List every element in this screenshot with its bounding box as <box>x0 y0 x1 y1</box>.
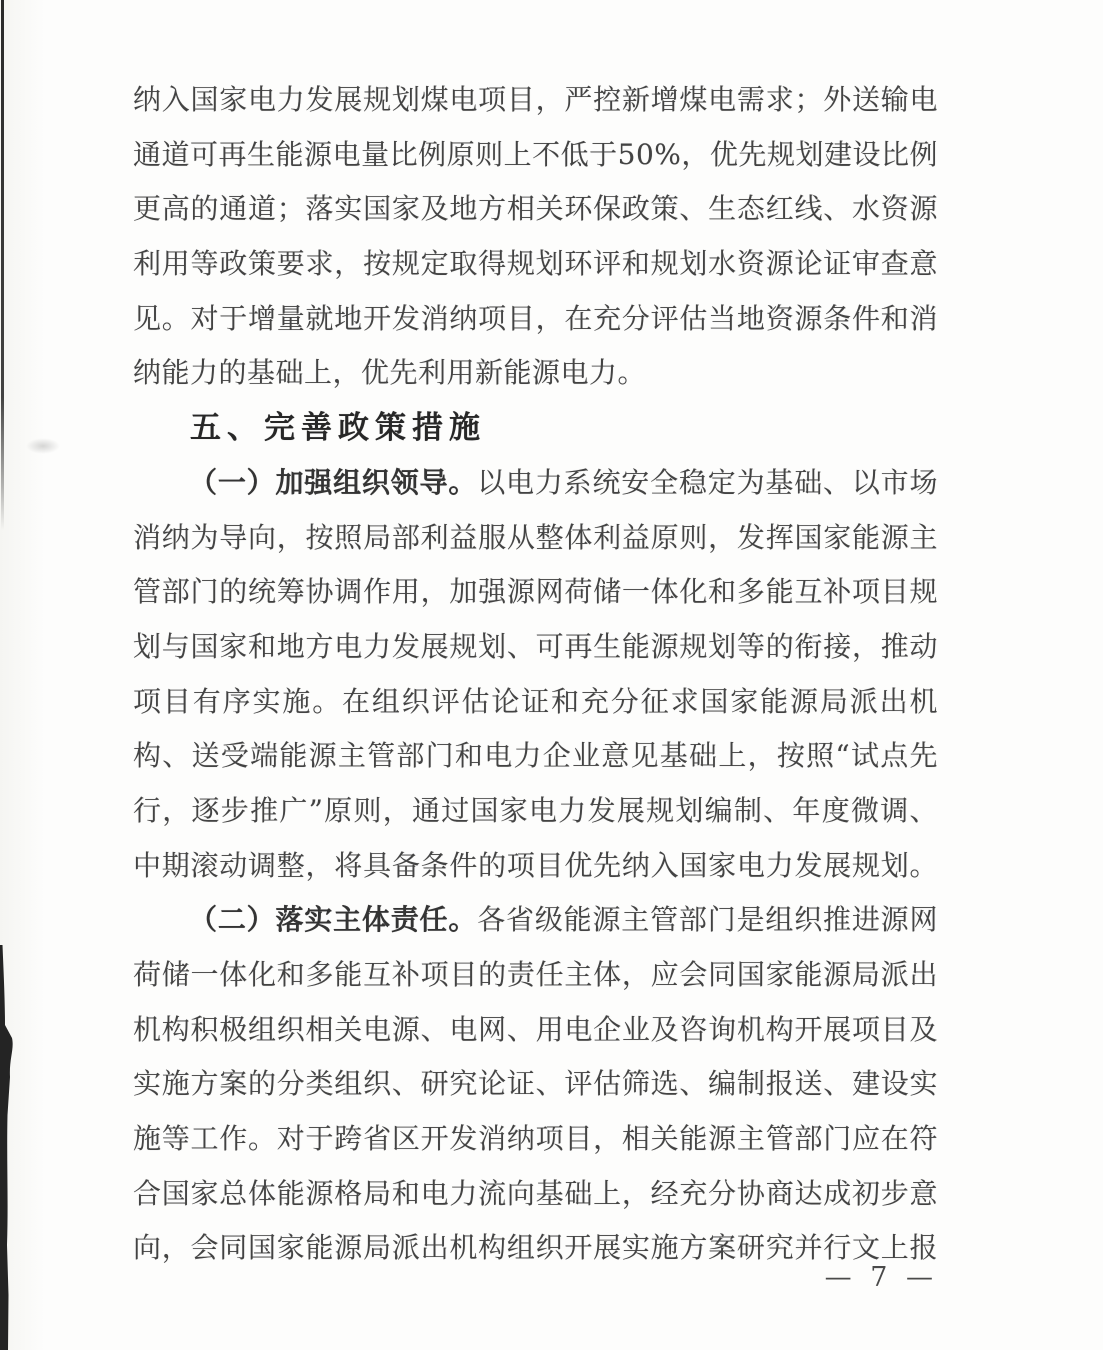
text-line: 实施方案的分类组织、研究论证、评估筛选、编制报送、建设实 <box>133 1067 938 1101</box>
paragraph-text: 各省级能源主管部门是组织推进源网 <box>477 903 938 937</box>
text-line <box>133 456 938 511</box>
paragraph-lead: （一）加强组织领导。 <box>189 465 478 499</box>
text-line <box>133 893 938 948</box>
scan-artifact-left-edge-line <box>1 0 4 530</box>
body-text <box>133 73 938 1276</box>
text-line: 利用等政策要求，按规定取得规划环评和规划水资源论证审查意 <box>133 247 938 281</box>
text-line: 合国家总体能源格局和电力流向基础上，经充分协商达成初步意 <box>133 1176 938 1210</box>
paragraph-lead: （二）落实主体责任。 <box>189 903 478 937</box>
text-line: 构、送受端能源主管部门和电力企业意见基础上，按照“试点先 <box>133 739 938 773</box>
text-line: 纳入国家电力发展规划煤电项目，严控新增煤电需求；外送输电 <box>133 83 938 116</box>
text-line: 纳能力的基础上，优先利用新能源电力。 <box>133 356 647 390</box>
text-line: 项目有序实施。在组织评估论证和充分征求国家能源局派出机 <box>133 684 938 718</box>
text-line: 中期滚动调整，将具备条件的项目优先纳入国家电力发展规划。 <box>133 848 938 882</box>
text-line: 荷储一体化和多能互补项目的责任主体，应会同国家能源局派出 <box>133 958 938 991</box>
text-line: 消纳为导向，按照局部利益服从整体利益原则，发挥国家能源主 <box>133 520 938 554</box>
text-line: 行，逐步推广”原则，通过国家电力发展规划编制、年度微调、 <box>133 793 938 827</box>
text-line: 管部门的统筹协调作用，加强源网荷储一体化和多能互补项目规 <box>133 575 938 609</box>
scan-artifact-left-edge-blob <box>0 945 22 1350</box>
paragraph-text: 以电力系统安全稳定为基础、以市场 <box>477 465 938 499</box>
scan-smudge <box>26 438 60 454</box>
text-line: 向，会同国家能源局派出机构组织开展实施方案研究并行文上报 <box>133 1231 938 1265</box>
text-line: 通道可再生能源电量比例原则上不低于50%，优先规划建设比例 <box>133 137 938 171</box>
text-line: 机构积极组织相关电源、电网、用电企业及咨询机构开展项目及 <box>133 1012 938 1046</box>
text-line: 施等工作。对于跨省区开发消纳项目，相关能源主管部门应在符 <box>133 1122 938 1156</box>
text-line: 见。对于增量就地开发消纳项目，在充分评估当地资源条件和消 <box>133 301 938 335</box>
section-heading: 五、完善政策措施 <box>190 410 486 447</box>
page-number: — 7 — <box>824 1262 938 1293</box>
text-line: 更高的通道；落实国家及地方相关环保政策、生态红线、水资源 <box>133 192 938 226</box>
text-line: 划与国家和地方电力发展规划、可再生能源规划等的衔接，推动 <box>133 629 938 663</box>
